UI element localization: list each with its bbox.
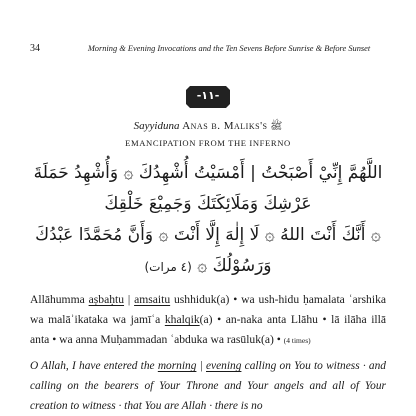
- translit-underlined-1: aṣbaḥtu: [88, 293, 125, 306]
- translation-part-3: calling on You to witness · and calling on the bearers of Your Throne and Your angels and all of Your creation to witness · that You are Allah · there is no: [30, 360, 387, 412]
- translit-underlined-3: khalqik: [164, 313, 200, 326]
- arabic-line-4: [28, 251, 388, 283]
- translit-times: (4 times): [283, 336, 311, 345]
- arabic-line-1: اللَّهُمَّ إِنِّيْ أَصْبَحْتُ | أَمْسَيْتُ أُشْهِدُكَ ۞ وَأُشْهِدُ حَمَلَةَ: [33, 163, 383, 183]
- page-number: 34: [30, 43, 40, 54]
- arabic-line-4-text: وَرَسُوْلُكَ ۞: [197, 256, 272, 276]
- translation-part-1: O Allah, I have entered the: [30, 360, 158, 372]
- translit-part-3: ushhiduk(a) • wa ush-hidu ḥamalata ʿarshika wa malāʾikataka wa jamīʿa: [30, 293, 387, 326]
- section-title: [0, 120, 416, 134]
- translation-underlined-1: morning: [157, 360, 197, 372]
- section-number: -١١-: [196, 89, 220, 102]
- section-number-badge: [186, 86, 230, 108]
- section-title-name: Sayyiduna: [133, 120, 180, 132]
- translation-underlined-2: evening: [206, 360, 242, 372]
- translit-part-1: Allāhumma: [30, 293, 89, 306]
- running-title: Morning & Evening Invocations and the Ten Sevens Before Sunrise & Before Sunset: [87, 44, 371, 53]
- honorific-glyph: ﷺ: [270, 121, 283, 132]
- transliteration: [30, 290, 386, 351]
- translation: [30, 356, 386, 416]
- translit-part-4: (a) • an-naka anta Llāhu • lā ilāha illā anta • wa anna Muḥammadan ʿabduka wa rasūluk(a) •: [30, 313, 387, 346]
- translit-underlined-2: amsaitu: [134, 293, 171, 306]
- arabic-line-3: ۞ أَنَّكَ أَنْتَ اللهُ ۞ لَا إِلٰهَ إِلَّا أَنْتَ ۞ وَأَنَّ مُحَمَّدًا عَبْدُكَ: [35, 225, 381, 245]
- translation-part-2: |: [196, 360, 206, 372]
- arabic-line-2: عَرْشِكَ وَمَلَائِكَتَكَ وَجَمِيْعَ خَلْقِكَ: [104, 194, 312, 214]
- arabic-text: [28, 158, 388, 283]
- arabic-repetition: (٤ مرات): [144, 260, 192, 274]
- page-header: [30, 43, 394, 54]
- section-subtitle: EMANCIPATION FROM THE INFERNO: [125, 138, 291, 148]
- section-title-caps: Anas b. Maliks's: [182, 120, 268, 132]
- translit-part-2: |: [124, 293, 135, 306]
